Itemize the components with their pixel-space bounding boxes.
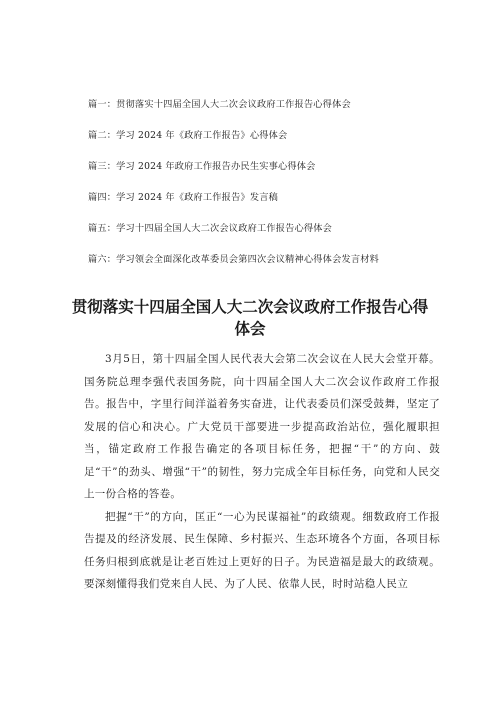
- article-body: [84, 348, 440, 596]
- toc-item-6: 篇六：学习领会全面深化改革委员会第四次会议精神心得体会发言材料: [88, 254, 380, 265]
- paragraph-2: 把握“干”的方向，匡正“一心为民谋福祉”的政绩观。细数政府工作报告提及的经济发展、民生保障、乡村振兴、生态环境各个方面，各项目标任务归根到底就是让老百姓过上更好的日子。为民造福是最大的政绩观。要深刻懂得我们党来自人民、为了人民、依靠人民，时时站稳人民立: [84, 510, 440, 590]
- paragraph-1: 3月5日，第十四届全国人民代表大会第二次会议在人民大会堂开幕。国务院总理李强代表国务院，向十四届全国人大二次会议作政府工作报告。报告中，字里行间洋溢着务实奋进，让代表委员们深受鼓舞，坚定了发展的信心和决心。广大党员干部要进一步提高政治站位，强化履职担当，锚定政府工作报告确定的各项目标任务，把握“干”的方向、鼓足“干”的劲头、增强“干”的韧性，努力完成全年目标任务，向党和人民交上一份合格的答卷。: [84, 353, 440, 500]
- toc-item-5: 篇五：学习十四届全国人大二次会议政府工作报告心得体会: [88, 223, 333, 234]
- toc-item-2: 篇二：学习 2024 年《政府工作报告》心得体会: [88, 130, 288, 141]
- toc-item-1: 篇一：贯彻落实十四届全国人大二次会议政府工作报告心得体会: [88, 99, 351, 110]
- toc-item-3: 篇三：学习 2024 年政府工作报告办民生实事心得体会: [88, 161, 316, 172]
- article-title: 贯彻落实十四届全国人大二次会议政府工作报告心得体会: [71, 298, 429, 338]
- toc-item-4: 篇四：学习 2024 年《政府工作报告》发言稿: [88, 192, 279, 203]
- table-of-contents: [88, 98, 478, 266]
